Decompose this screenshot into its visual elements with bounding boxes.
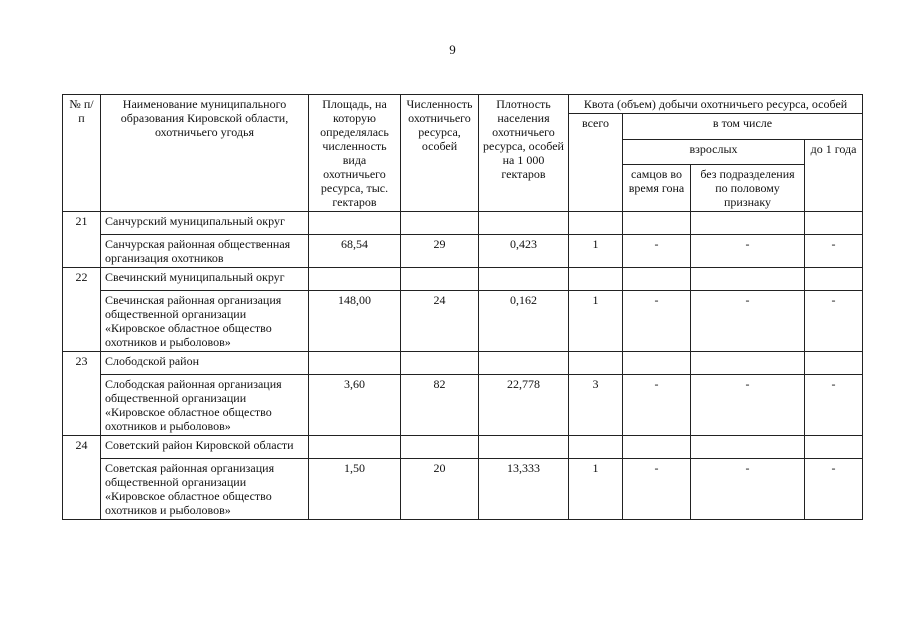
area-value: 148,00 [309, 291, 401, 352]
header-under-one: до 1 года [805, 139, 863, 212]
no-gender-value: - [691, 235, 805, 268]
under-one-value: - [805, 459, 863, 520]
table-row-municipality [63, 352, 863, 375]
header-males: самцов во время гона [623, 165, 691, 212]
under-one-value: - [805, 375, 863, 436]
header-count: Численность охотничьего ресурса, особей [401, 95, 479, 212]
density-value: 22,778 [479, 375, 569, 436]
total-value: 3 [569, 375, 623, 436]
no-gender-value: - [691, 375, 805, 436]
table-row-organization [63, 459, 863, 520]
density-value: 0,423 [479, 235, 569, 268]
row-number: 21 [63, 212, 101, 268]
under-one-value: - [805, 235, 863, 268]
header-including: в том числе [623, 114, 863, 140]
municipality-name: Санчурский муниципальный округ [101, 212, 309, 235]
table-row-municipality [63, 268, 863, 291]
table-row-organization [63, 375, 863, 436]
area-value: 3,60 [309, 375, 401, 436]
header-name: Наименование муниципального образования Кировской области, охотничьего угодья [101, 95, 309, 212]
header-adults: взрослых [623, 139, 805, 165]
organization-name: Советская районная организация общественной организации «Кировское областное общество охотников и рыболовов» [101, 459, 309, 520]
header-density: Плотность населения охотничьего ресурса, особей на 1 000 гектаров [479, 95, 569, 212]
municipality-name: Свечинский муниципальный округ [101, 268, 309, 291]
total-value: 1 [569, 235, 623, 268]
count-value: 24 [401, 291, 479, 352]
row-number: 23 [63, 352, 101, 436]
municipality-name: Советский район Кировской области [101, 436, 309, 459]
row-number: 24 [63, 436, 101, 520]
header-no-gender: без подразделения по половому признаку [691, 165, 805, 212]
table-row-municipality [63, 436, 863, 459]
area-value: 1,50 [309, 459, 401, 520]
count-value: 20 [401, 459, 479, 520]
row-number: 22 [63, 268, 101, 352]
header-total: всего [569, 114, 623, 212]
males-value: - [623, 459, 691, 520]
count-value: 29 [401, 235, 479, 268]
header-area: Площадь, на которую определялась численность вида охотничьего ресурса, тыс. гектаров [309, 95, 401, 212]
males-value: - [623, 291, 691, 352]
males-value: - [623, 375, 691, 436]
table-body [63, 212, 863, 520]
under-one-value: - [805, 291, 863, 352]
table-header [63, 95, 863, 212]
total-value: 1 [569, 291, 623, 352]
males-value: - [623, 235, 691, 268]
no-gender-value: - [691, 459, 805, 520]
table-row-municipality [63, 212, 863, 235]
organization-name: Санчурская районная общественная организация охотников [101, 235, 309, 268]
table-row-organization [63, 291, 863, 352]
header-quota: Квота (объем) добычи охотничьего ресурса, особей [569, 95, 863, 114]
density-value: 13,333 [479, 459, 569, 520]
area-value: 68,54 [309, 235, 401, 268]
no-gender-value: - [691, 291, 805, 352]
quota-table [62, 94, 863, 520]
header-num: № п/п [63, 95, 101, 212]
organization-name: Свечинская районная организация общественной организации «Кировское областное общество охотников и рыболовов» [101, 291, 309, 352]
table-row-organization [63, 235, 863, 268]
total-value: 1 [569, 459, 623, 520]
organization-name: Слободская районная организация общественной организации «Кировское областное общество охотников и рыболовов» [101, 375, 309, 436]
municipality-name: Слободской район [101, 352, 309, 375]
density-value: 0,162 [479, 291, 569, 352]
page-number: 9 [449, 42, 456, 57]
count-value: 82 [401, 375, 479, 436]
